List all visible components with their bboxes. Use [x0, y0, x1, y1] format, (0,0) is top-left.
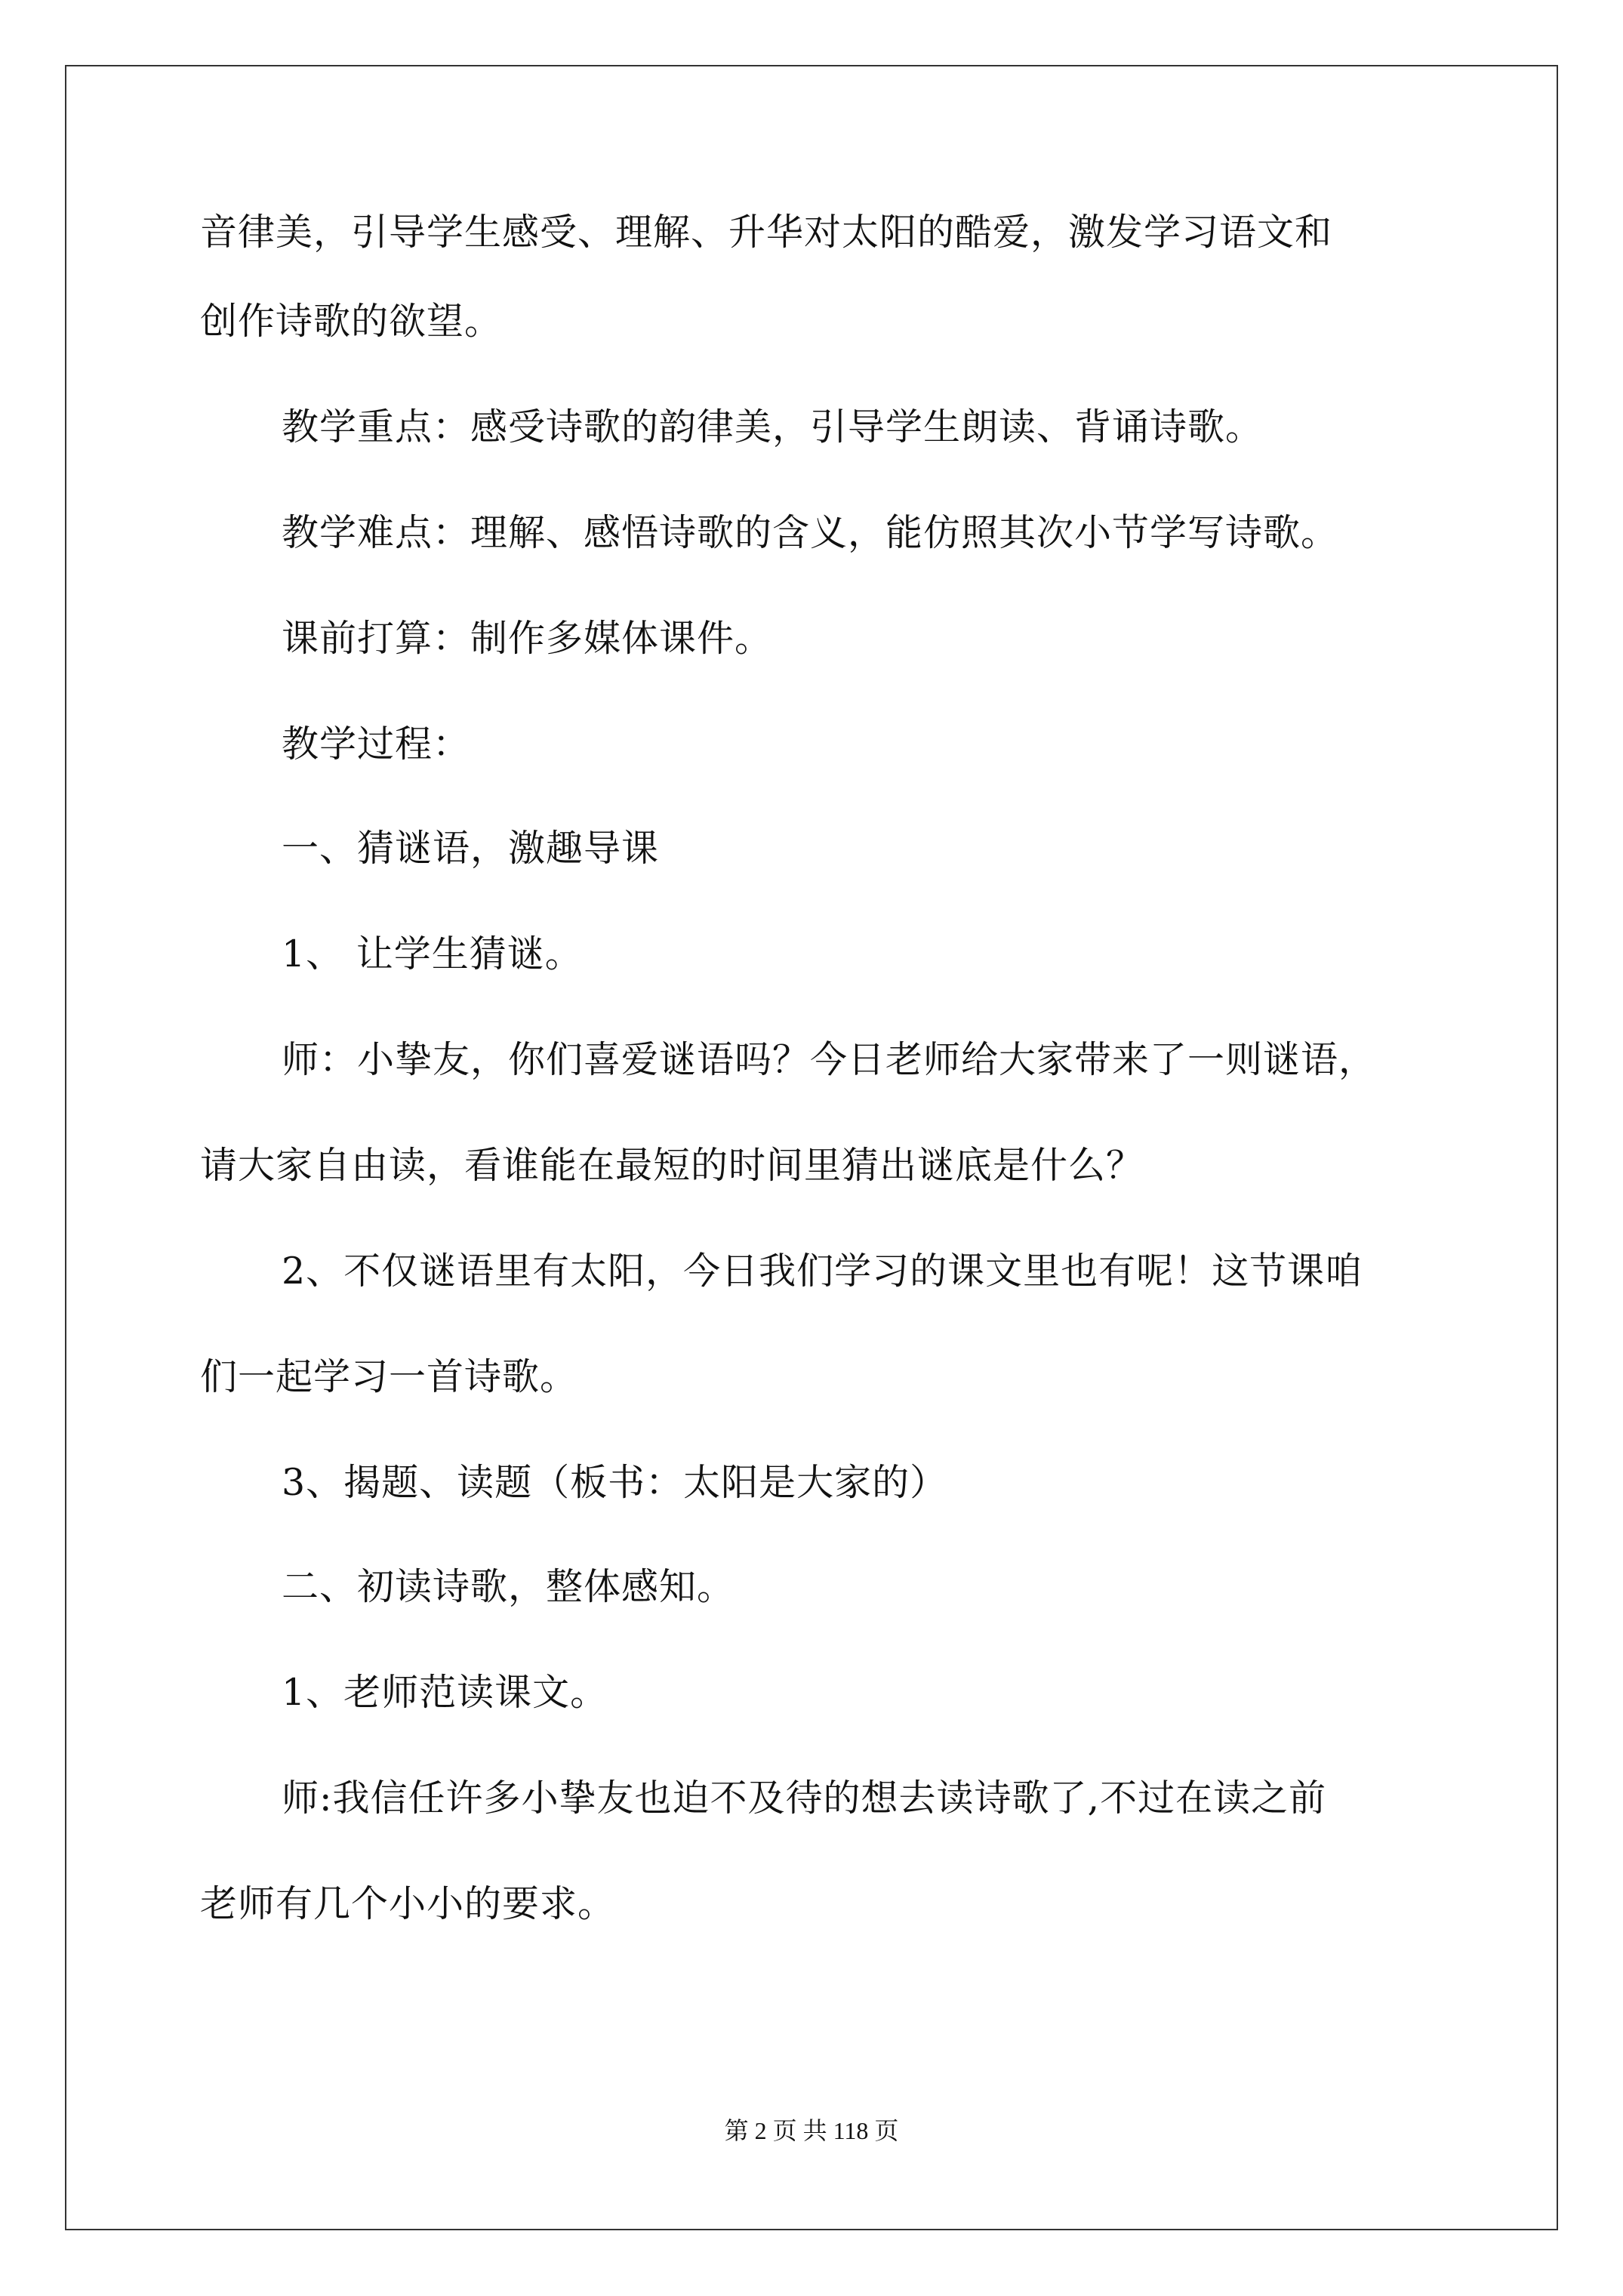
- text-line: 1、老师范读课文。: [282, 1671, 608, 1714]
- text-line: 教学过程：: [282, 723, 471, 766]
- text-line: 教学重点：感受诗歌的韵律美，引导学生朗读、背诵诗歌。: [282, 405, 1264, 448]
- text-line: 们一起学习一首诗歌。: [200, 1355, 578, 1398]
- page-number: 第 2 页 共 118 页: [724, 2117, 899, 2144]
- text-line: 1、 让学生猜谜。: [282, 932, 583, 975]
- text-line: 师:我信任许多小挚友也迫不及待的想去读诗歌了,不过在读之前: [282, 1777, 1327, 1820]
- text-line: 创作诗歌的欲望。: [200, 300, 503, 343]
- text-line: 老师有几个小小的要求。: [200, 1882, 616, 1925]
- section-heading: 一、猜谜语，激趣导课: [282, 827, 660, 870]
- section-heading: 二、初读诗歌，整体感知。: [282, 1565, 735, 1608]
- text-line: 音律美，引导学生感受、理解、升华对太阳的酷爱，激发学习语文和: [200, 211, 1333, 254]
- text-line: 教学难点：理解、感悟诗歌的含义，能仿照其次小节学写诗歌。: [282, 511, 1339, 554]
- text-line: 2、不仅谜语里有太阳，今日我们学习的课文里也有呢！这节课咱: [282, 1250, 1363, 1293]
- text-line: 请大家自由读，看谁能在最短的时间里猜出谜底是什么？: [200, 1144, 1144, 1187]
- text-line: 3、揭题、读题（板书：太阳是大家的）: [282, 1461, 948, 1504]
- text-line: 课前打算：制作多媒体课件。: [282, 617, 773, 660]
- text-line: 师：小挚友，你们喜爱谜语吗？今日老师给大家带来了一则谜语，: [282, 1038, 1377, 1081]
